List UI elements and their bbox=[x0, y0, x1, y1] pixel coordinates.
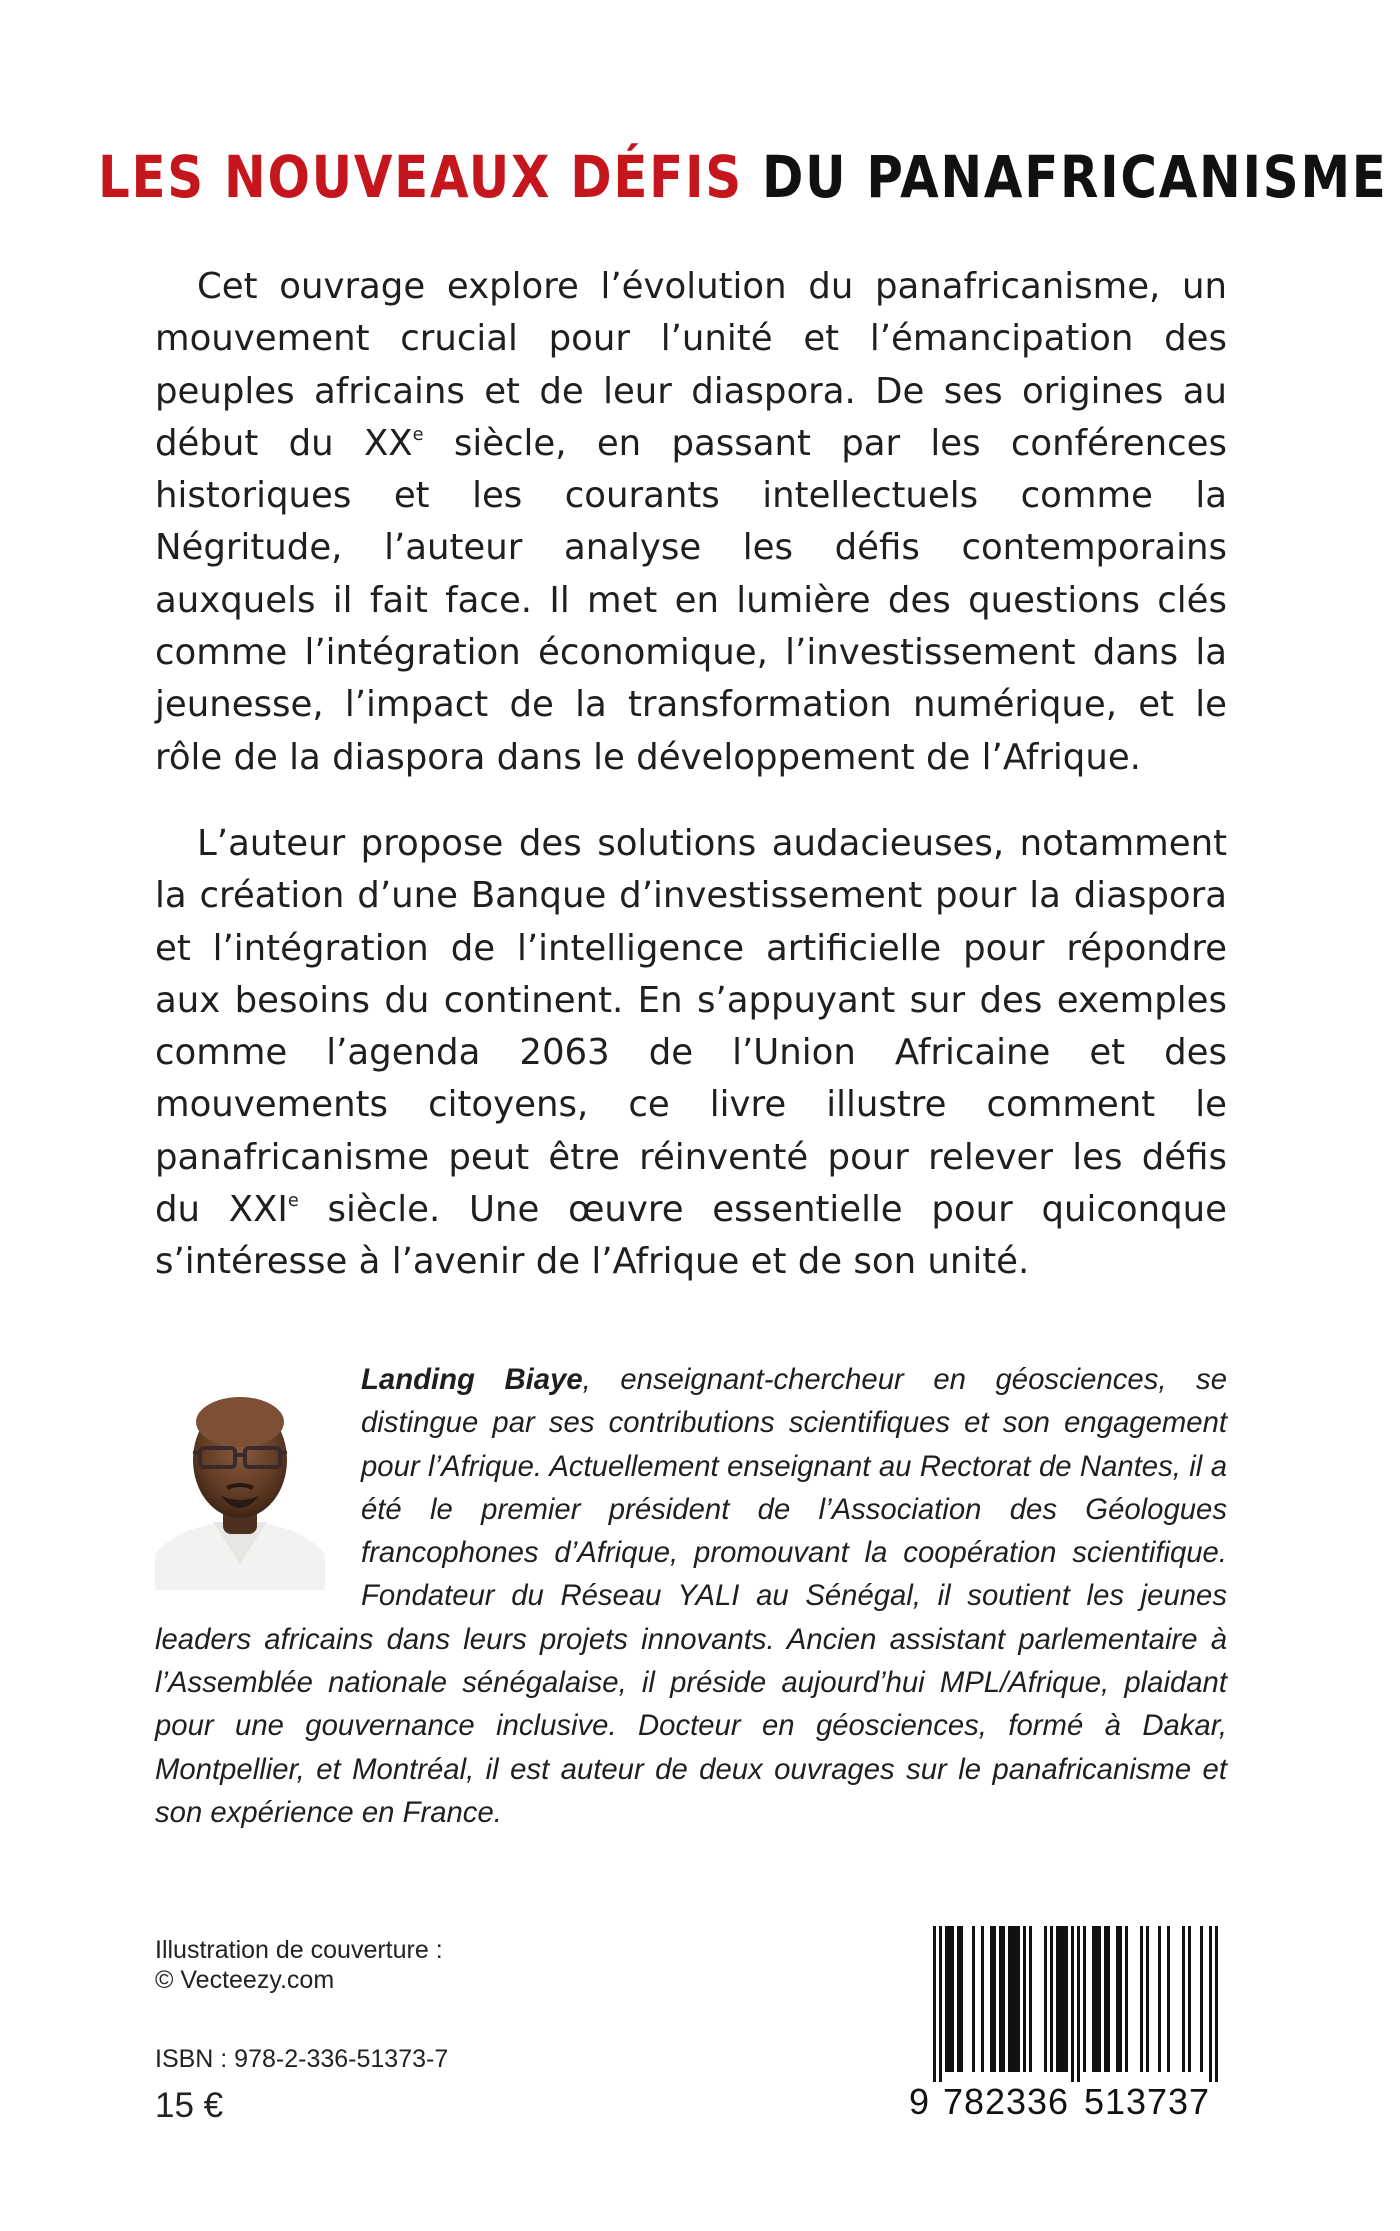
barcode-bar bbox=[1029, 1926, 1032, 2072]
barcode-bar bbox=[1008, 1926, 1011, 2072]
ean13-barcode-icon bbox=[905, 1922, 1237, 2082]
summary-p1-superscript: e bbox=[412, 424, 424, 445]
barcode-bar bbox=[999, 1926, 1002, 2072]
barcode-bar bbox=[1059, 1926, 1062, 2072]
barcode-digit: 3 bbox=[1126, 2081, 1147, 2122]
barcode-bar bbox=[1095, 1926, 1098, 2072]
barcode-bar bbox=[1092, 1926, 1095, 2072]
barcode-bar bbox=[948, 1926, 951, 2072]
barcode-bar bbox=[1182, 1926, 1185, 2072]
barcode-bar bbox=[1065, 1926, 1068, 2072]
barcode-bar bbox=[1125, 1926, 1128, 2072]
barcode-bar bbox=[1119, 1926, 1122, 2072]
barcode-bar bbox=[1062, 1926, 1065, 2072]
barcode-bar bbox=[951, 1926, 954, 2072]
barcode-digit: 3 bbox=[1027, 2081, 1048, 2122]
barcode-bar bbox=[1146, 1926, 1149, 2072]
barcode-bar bbox=[1188, 1926, 1191, 2072]
barcode-bar bbox=[1050, 1926, 1053, 2072]
barcode-digit: 7 bbox=[1189, 2081, 1210, 2122]
credit-line-2: © Vecteezy.com bbox=[155, 1966, 335, 1994]
summary-p2-text-b: siècle. Une œuvre essentielle pour quiconque s’intéresse à l’avenir de l’Afrique et de son unité. bbox=[155, 1189, 1227, 1283]
summary-p2-superscript: e bbox=[287, 1191, 299, 1211]
barcode-digit: 7 bbox=[1147, 2081, 1168, 2122]
barcode-bar bbox=[1098, 1926, 1101, 2072]
barcode-bar bbox=[1071, 1926, 1074, 2082]
cover-credit bbox=[155, 1935, 535, 1995]
barcode-digit: 6 bbox=[1048, 2081, 1069, 2122]
barcode-bar bbox=[972, 1926, 975, 2072]
barcode-bar bbox=[1167, 1926, 1170, 2072]
price-text: 15 € bbox=[155, 2086, 224, 2125]
isbn-text: ISBN : 978-2-336-51373-7 bbox=[155, 2045, 449, 2073]
book-title bbox=[98, 137, 1388, 217]
barcode-digit: 3 bbox=[1168, 2081, 1189, 2122]
barcode-bar bbox=[1023, 1926, 1026, 2072]
barcode-bar bbox=[1140, 1926, 1143, 2072]
footer-info bbox=[155, 1935, 535, 2126]
barcode bbox=[905, 1922, 1237, 2137]
barcode-digit: 9 bbox=[909, 2081, 930, 2122]
author-photo bbox=[155, 1372, 325, 1590]
barcode-bar bbox=[1056, 1926, 1059, 2072]
summary-p2-text-a: L’auteur propose des solutions audacieuses, notamment la création d’une Banque d’investissement pour la diaspora et l’intégration de l’intelligence artificielle pour répondre aux besoins du continent. En s’appuyant sur des exemples comme l’agenda 2063 de l’Union Africaine et des mouvements citoyens, ce livre illustre comment le panafricanisme peut être réinventé pour relever les défis du XXI bbox=[155, 823, 1227, 1231]
summary-paragraph-2 bbox=[155, 818, 1227, 1289]
barcode-bar bbox=[1200, 1926, 1203, 2072]
barcode-bar bbox=[957, 1926, 960, 2072]
barcode-bar bbox=[1104, 1926, 1107, 2072]
barcode-digit: 1 bbox=[1105, 2081, 1126, 2122]
barcode-bar bbox=[1158, 1926, 1161, 2072]
credit-line-1: Illustration de couverture : bbox=[155, 1936, 443, 1964]
barcode-bar bbox=[1116, 1926, 1119, 2072]
barcode-bar bbox=[981, 1926, 984, 2072]
barcode-bar bbox=[939, 1926, 942, 2082]
barcode-bar bbox=[1077, 1926, 1080, 2082]
barcode-bar bbox=[1044, 1926, 1047, 2072]
author-portrait-icon bbox=[155, 1372, 325, 1590]
barcode-bar bbox=[945, 1926, 948, 2072]
barcode-digits bbox=[905, 2082, 1237, 2122]
barcode-bar bbox=[990, 1926, 993, 2072]
barcode-bar bbox=[933, 1926, 936, 2082]
title-black-part: DU PANAFRICANISME bbox=[761, 142, 1388, 211]
barcode-bar bbox=[1002, 1926, 1005, 2072]
barcode-bar bbox=[1083, 1926, 1086, 2072]
barcode-bar bbox=[1215, 1926, 1218, 2082]
title-red-part: LES NOUVEAUX DÉFIS bbox=[98, 142, 743, 211]
author-bio-text: , enseignant-chercheur en géosciences, se distingue par ses contributions scientifiques et son engagement pour l’Afrique. Actuellement enseignant au Rectorat de Nantes, il a été le premier président de l’Association des Géologues francophones d’Afrique, promouvant la coopération scientifique. Fondateur du Réseau YALI au Sénégal, il soutient les jeunes leaders africains dans leurs projets innovants. Ancien assistant parlementaire à l’Assemblée nationale sénégalaise, il préside aujourd’hui MPL/Afrique, plaidant pour une gouvernance inclusive. Docteur en géosciences, formé à Dakar, Montpellier, et Montréal, il est auteur de deux ouvrages sur le panafricanisme et son expérience en France. bbox=[155, 1363, 1227, 1829]
barcode-digit: 8 bbox=[964, 2081, 985, 2122]
summary-p1-text-b: siècle, en passant par les conférences historiques et les courants intellectuels comme la Négritude, l’auteur analyse les défis contemporains auxquels il fait face. Il met en lumière des questions clés comme l’intégration économique, l’investissement dans la jeunesse, l’impact de la transformation numérique, et le rôle de la diaspora dans le développement de l’Afrique. bbox=[155, 422, 1227, 778]
summary-paragraph-1 bbox=[155, 261, 1227, 784]
barcode-digit: 3 bbox=[1006, 2081, 1027, 2122]
barcode-bar bbox=[1014, 1926, 1017, 2072]
barcode-digit: 2 bbox=[985, 2081, 1006, 2122]
barcode-bar bbox=[960, 1926, 963, 2072]
author-bio bbox=[155, 1358, 1227, 1834]
barcode-bar bbox=[1011, 1926, 1014, 2072]
barcode-bar bbox=[993, 1926, 996, 2072]
barcode-digit: 5 bbox=[1084, 2081, 1105, 2122]
barcode-bar bbox=[1107, 1926, 1110, 2072]
summary-p1-text-a: Cet ouvrage explore l’évolution du panafricanisme, un mouvement crucial pour l’unité et l’émancipation des peuples africains et de leur diaspora. De ses origines au début du XX bbox=[155, 266, 1227, 464]
barcode-digit: 7 bbox=[943, 2081, 964, 2122]
barcode-bar bbox=[1209, 1926, 1212, 2082]
barcode-bar bbox=[1017, 1926, 1020, 2072]
author-name: Landing Biaye bbox=[361, 1363, 583, 1396]
